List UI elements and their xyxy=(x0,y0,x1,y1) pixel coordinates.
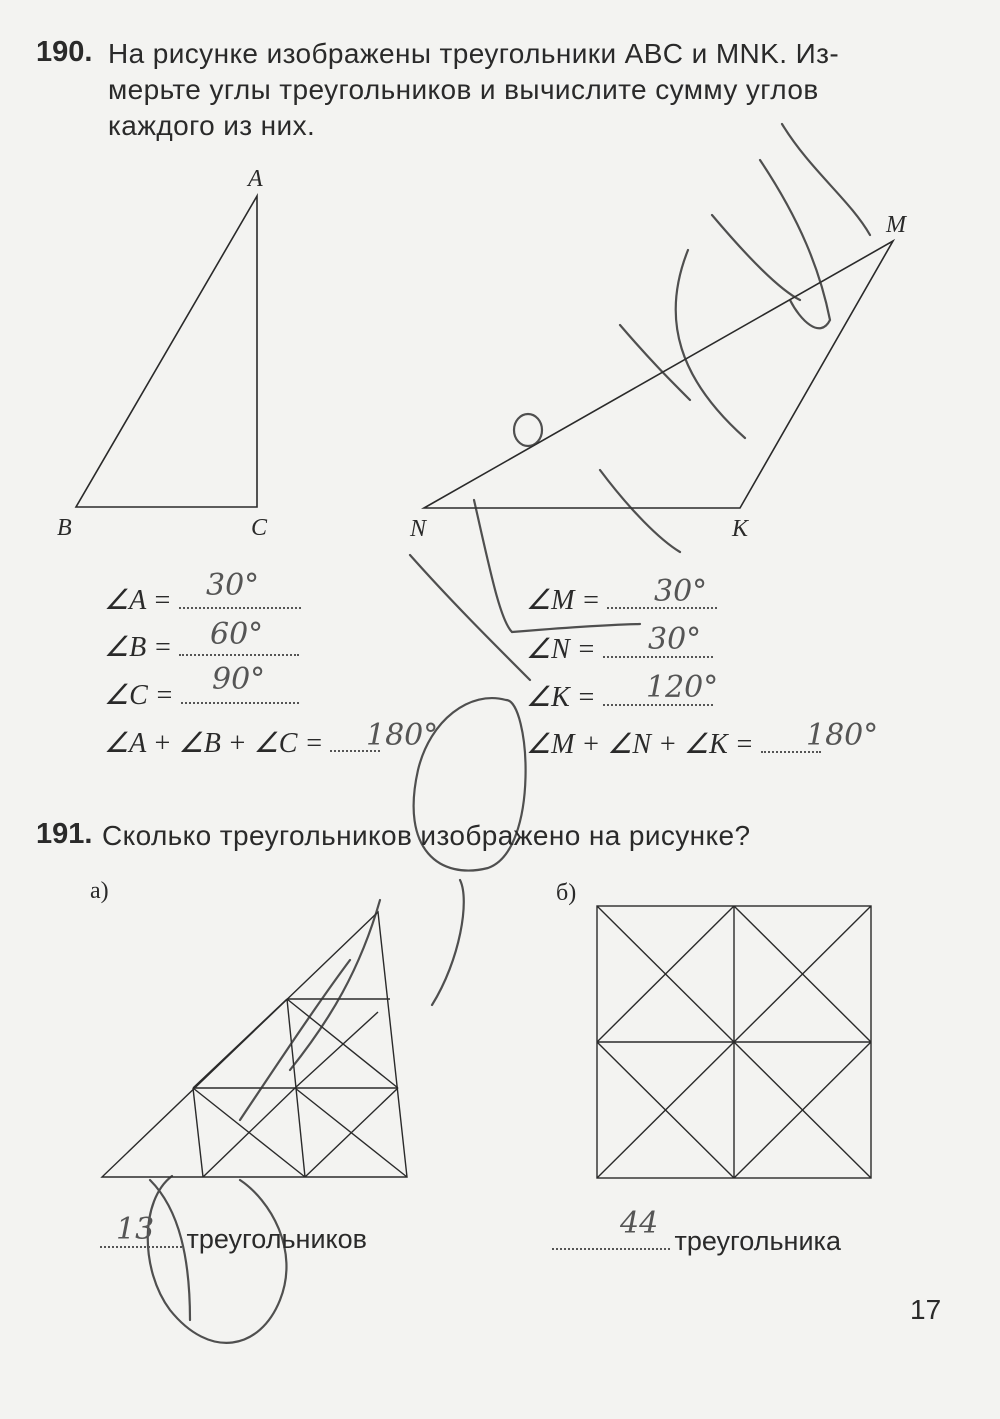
angle-k-answer: 120° xyxy=(646,670,719,705)
angle-c-answer: 90° xyxy=(212,662,266,697)
angle-a-answer: 30° xyxy=(206,568,260,603)
angle-a-row xyxy=(104,583,301,617)
angle-sum-abc-answer: 180° xyxy=(366,718,439,753)
task-191-question: Сколько треугольников изображено на рисунке? xyxy=(102,820,751,851)
angle-c-label: ∠C = xyxy=(104,680,174,711)
angle-k-label: ∠K = xyxy=(526,682,596,713)
angle-b-answer: 60° xyxy=(210,617,264,652)
vertex-label-a: A xyxy=(248,166,263,192)
answer-b-word: треугольника xyxy=(674,1226,841,1256)
angle-sum-mnk-answer: 180° xyxy=(806,718,879,753)
vertex-label-c: C xyxy=(251,515,268,541)
angle-sum-abc-row xyxy=(104,726,380,760)
triangle-abc xyxy=(76,196,257,507)
angle-sum-abc-label: ∠A + ∠B + ∠C = xyxy=(104,728,324,759)
angle-n-answer: 30° xyxy=(648,622,702,657)
vertex-label-b: B xyxy=(57,515,72,541)
angle-b-label: ∠B = xyxy=(104,632,173,663)
angle-sum-mnk-label: ∠M + ∠N + ∠K = xyxy=(526,729,754,760)
angle-a-label: ∠A = xyxy=(104,585,172,616)
answer-dots xyxy=(181,698,299,704)
page-number: 17 xyxy=(910,1294,942,1325)
task-190-line-1: На рисунке изображены треугольники ABC и MNK. Из- xyxy=(108,38,840,69)
vertex-label-k: K xyxy=(732,516,749,542)
angle-m-answer: 30° xyxy=(654,574,708,609)
angle-sum-mnk-row xyxy=(526,727,821,761)
task-190-line-2: мерьте углы треугольников и вычислите сумму углов xyxy=(108,74,819,105)
task-190-line-3: каждого из них. xyxy=(108,110,316,141)
answer-a-count: 13 xyxy=(116,1212,155,1247)
angle-n-label: ∠N = xyxy=(526,634,596,665)
vertex-label-m: M xyxy=(886,212,906,238)
task-191-number: 191. xyxy=(36,818,93,850)
vertex-label-n: N xyxy=(410,516,427,542)
answer-b-row xyxy=(552,1226,841,1257)
figure-a-label: а) xyxy=(90,878,109,904)
angle-c-row xyxy=(104,678,299,712)
triangle-mnk xyxy=(424,241,893,508)
task-190-number: 190. xyxy=(36,36,93,68)
angle-b-row xyxy=(104,630,299,664)
answer-dots xyxy=(552,1244,670,1250)
figure-b-square-grid xyxy=(597,906,871,1178)
answer-a-word: треугольников xyxy=(186,1224,368,1254)
answer-b-count: 44 xyxy=(620,1206,659,1241)
answer-dots xyxy=(179,603,301,609)
angle-m-label: ∠M = xyxy=(526,585,601,616)
figure-b-label: б) xyxy=(556,880,577,906)
